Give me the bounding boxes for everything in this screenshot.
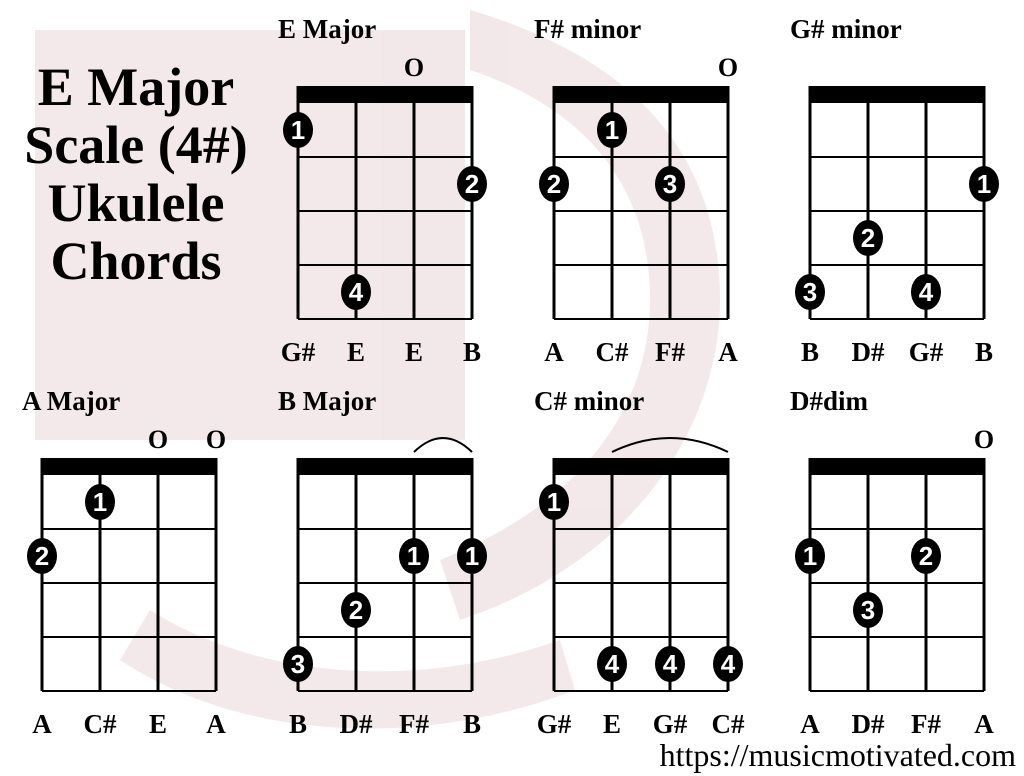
string-note-label: A	[206, 709, 226, 739]
finger-number: 2	[464, 169, 480, 199]
string-note-label: D#	[851, 709, 885, 739]
finger-number: 1	[604, 115, 620, 145]
chord-diagram-c-sharp-minor	[524, 386, 774, 756]
finger-number: 2	[348, 595, 364, 625]
string-note-label: F#	[399, 709, 429, 739]
open-string-marker: O	[717, 53, 739, 82]
chord-diagram-b-major	[268, 386, 518, 756]
title-line-1: E Major	[37, 57, 235, 117]
finger-number: 3	[802, 277, 818, 307]
chord-fretboard	[268, 386, 518, 756]
title-line-2: Scale (4#)	[24, 115, 248, 175]
title-line-4: Chords	[50, 231, 222, 291]
chord-diagram-d-sharp-dim	[780, 386, 1024, 756]
string-note-label: B	[462, 337, 482, 367]
string-note-label: C#	[83, 709, 117, 739]
chord-diagram-f-sharp-minor	[524, 14, 774, 384]
barre-arc	[612, 438, 728, 452]
finger-number: 1	[92, 487, 108, 517]
string-note-label: A	[718, 337, 738, 367]
chord-fretboard	[780, 14, 1024, 384]
title-line-3: Ukulele	[47, 173, 225, 233]
barre-arc	[414, 438, 472, 452]
string-note-label: A	[32, 709, 52, 739]
string-note-label: B	[800, 337, 820, 367]
string-note-label: B	[462, 709, 482, 739]
website-url: https://musicmotivated.com	[659, 737, 1016, 773]
string-note-label: B	[288, 709, 308, 739]
string-note-label: C#	[595, 337, 629, 367]
string-note-label: G#	[652, 709, 688, 739]
string-note-label: A	[544, 337, 564, 367]
finger-number: 3	[290, 649, 306, 679]
finger-number: 3	[662, 169, 678, 199]
string-note-label: E	[404, 337, 424, 367]
finger-number: 1	[290, 115, 306, 145]
chord-fretboard	[268, 14, 518, 384]
chord-fretboard	[12, 386, 262, 756]
nut	[553, 458, 730, 475]
finger-number: 1	[546, 487, 562, 517]
chord-name: D#dim	[790, 386, 869, 416]
string-note-label: E	[602, 709, 622, 739]
string-note-label: A	[974, 709, 994, 739]
string-note-label: G#	[536, 709, 572, 739]
finger-number: 1	[464, 541, 480, 571]
string-note-label: D#	[339, 709, 373, 739]
finger-number: 2	[860, 223, 876, 253]
open-string-marker: O	[973, 425, 995, 454]
string-note-label: G#	[280, 337, 316, 367]
finger-number: 2	[918, 541, 934, 571]
nut	[809, 458, 986, 475]
finger-number: 4	[918, 277, 934, 307]
string-note-label: C#	[711, 709, 745, 739]
page-title	[10, 58, 262, 290]
chord-name: F# minor	[534, 14, 642, 44]
chord-name: B Major	[278, 386, 377, 416]
chord-diagram-e-major	[268, 14, 518, 384]
chord-diagram-a-major	[12, 386, 262, 756]
finger-number: 1	[976, 169, 992, 199]
chord-fretboard	[780, 386, 1024, 756]
string-note-label: D#	[851, 337, 885, 367]
finger-number: 2	[546, 169, 562, 199]
nut	[553, 86, 730, 103]
chord-name: C# minor	[534, 386, 645, 416]
open-string-marker: O	[147, 425, 169, 454]
finger-number: 4	[662, 649, 678, 679]
finger-number: 1	[802, 541, 818, 571]
finger-number: 1	[406, 541, 422, 571]
string-note-label: F#	[655, 337, 685, 367]
nut	[297, 86, 474, 103]
nut	[809, 86, 986, 103]
string-note-label: B	[974, 337, 994, 367]
string-note-label: F#	[911, 709, 941, 739]
open-string-marker: O	[403, 53, 425, 82]
string-note-label: E	[346, 337, 366, 367]
chord-name: E Major	[278, 14, 377, 44]
finger-number: 4	[604, 649, 620, 679]
finger-number: 4	[348, 277, 364, 307]
chord-name: A Major	[22, 386, 121, 416]
chord-fretboard	[524, 14, 774, 384]
finger-number: 2	[34, 541, 50, 571]
finger-number: 3	[860, 595, 876, 625]
nut	[41, 458, 218, 475]
open-string-marker: O	[205, 425, 227, 454]
string-note-label: A	[800, 709, 820, 739]
nut	[297, 458, 474, 475]
chord-fretboard	[524, 386, 774, 756]
chord-diagram-g-sharp-minor	[780, 14, 1024, 384]
string-note-label: G#	[908, 337, 944, 367]
finger-number: 4	[720, 649, 736, 679]
chord-name: G# minor	[790, 14, 902, 44]
string-note-label: E	[148, 709, 168, 739]
